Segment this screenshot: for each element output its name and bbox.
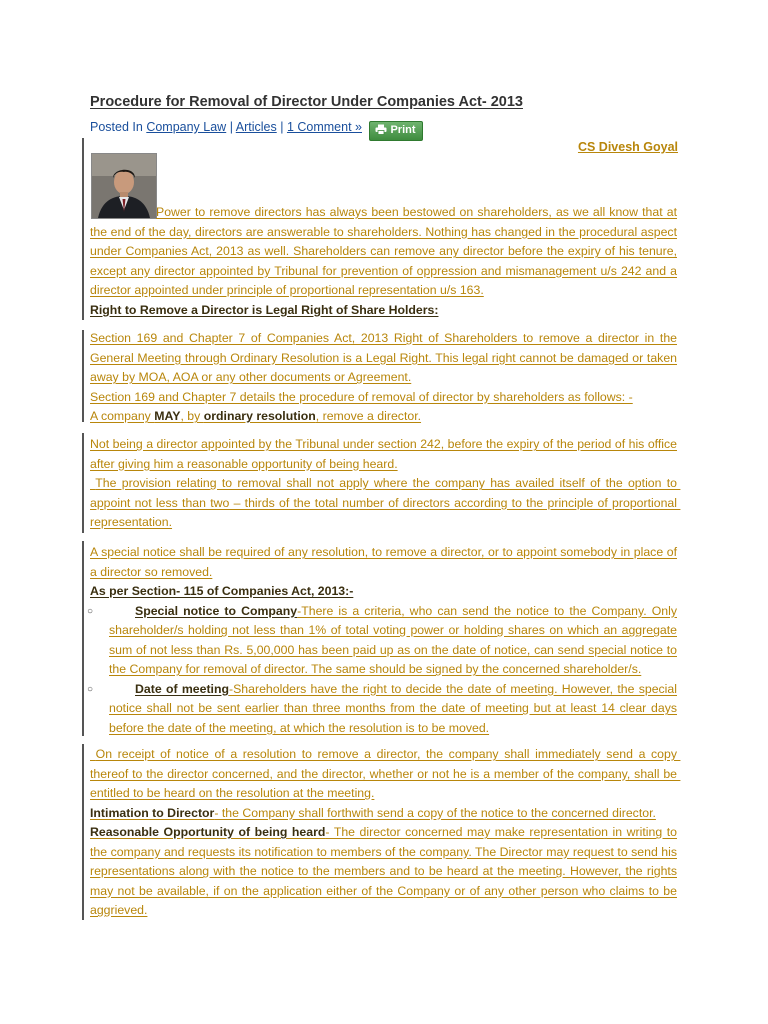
quote-bar	[82, 541, 84, 736]
tag-link[interactable]: Articles	[235, 120, 277, 134]
body-paragraph: A special notice shall be required of any resolution, to remove a director, or to appoint somebody in place of a director so removed.	[90, 545, 677, 579]
meta-separator: |	[229, 120, 233, 134]
body-paragraph: Not being a director appointed by the Tribunal under section 242, before the expiry of the period of his office after giving him a reasonable opportunity of being heard.	[90, 437, 677, 471]
list-item	[87, 602, 677, 680]
notice-list	[87, 602, 677, 739]
print-button[interactable]	[369, 121, 422, 141]
posted-in-label: Posted In	[90, 120, 143, 134]
list-item-title: Special notice to Company	[135, 603, 298, 618]
comments-link[interactable]: 1 Comment »	[286, 120, 362, 134]
body-paragraph: On receipt of notice of a resolution to remove a director, the company shall immediately send a copy thereof to the director concerned, and the director, whether or not he is a member of the company, shall be entitled to be heard on the resolution at the meeting.	[90, 747, 681, 800]
list-item-title: Date of meeting	[135, 681, 229, 696]
print-label: Print	[390, 124, 416, 136]
post-meta	[90, 118, 423, 141]
intro-paragraph	[90, 203, 677, 320]
intro-text: Power to remove directors has always been bestowed on shareholders, as we all know that at the end of the day, directors are answerable to shareholders. Nothing has changed in the procedural aspect under Companies Act, 2013 as well. Shareholders can remove any director before the expiry of his tenure, except any director appointed by Tribunal for prevention of oppression and mismanagement u/s 242 and a director appointed under principle of proportional representation u/s 163.	[90, 205, 677, 297]
body-paragraph: Section 169 and Chapter 7 of Companies Act, 2013 Right of Shareholders to remove a director in the General Meeting through Ordinary Resolution is a Legal Right. This legal right cannot be damaged or taken away by MOA, AOA or any other documents or Agreement.	[90, 331, 677, 384]
inline-heading: Reasonable Opportunity of being heard	[90, 825, 326, 839]
author-name: CS Divesh Goyal	[577, 140, 678, 154]
body-paragraph: The provision relating to removal shall not apply where the company has availed itself of the option to appoint not less than two – thirds of the total number of directors according to the principle of proportional representation.	[90, 476, 681, 529]
emphasis-may: MAY	[154, 409, 181, 423]
meta-separator: |	[280, 120, 284, 134]
quote-bar	[82, 138, 84, 320]
text-run: , by	[180, 409, 204, 423]
text-run: , remove a director.	[315, 409, 422, 423]
section-heading: As per Section- 115 of Companies Act, 2013:-	[90, 584, 354, 598]
article-title: Procedure for Removal of Director Under Companies Act- 2013	[90, 94, 523, 110]
body-paragraph	[90, 407, 677, 427]
body-paragraph	[90, 804, 677, 824]
special-notice-section	[87, 543, 677, 738]
text-run: - the Company shall forthwith send a copy of the notice to the concerned director.	[214, 805, 656, 820]
list-item-text: -Shareholders have the right to decide the date of meeting. However, the special notice shall not be sent earlier than three months from the date of meeting but at least 14 clear days before the date of the meeting, at which the resolution is to be moved.	[109, 681, 677, 735]
text-run: A company	[90, 409, 155, 423]
text-run: - The director concerned may make representation in writing to the company and requests its notification to members of the company. The Director may request to send his representations along with the notice to the members and to be heard at the meeting. However, the rights may not be available, if on the application either of the Company or of any other person who claims to be aggrieved.	[90, 825, 677, 917]
section-heading: Right to Remove a Director is Legal Right of Share Holders:	[90, 302, 439, 317]
legal-right-paragraphs	[90, 329, 677, 427]
list-item-text: -There is a criteria, who can send the notice to the Company. Only shareholder/s holding not less than 1% of total voting power or holding shares on which an aggregate sum of not less than Rs. 5,00,000 has been paid up as on the date of notice, can send special notice to the Company for removal of director. The same should be signed by the concerned shareholder/s.	[109, 603, 677, 676]
tribunal-paragraphs	[90, 435, 681, 533]
quote-bar	[82, 744, 84, 920]
circle-bullet-icon: ○	[87, 683, 94, 695]
emphasis-ordinary-resolution: ordinary resolution	[203, 409, 316, 423]
body-paragraph	[90, 823, 677, 921]
quote-bar	[82, 330, 84, 422]
list-item	[87, 680, 677, 739]
body-paragraph: Section 169 and Chapter 7 details the procedure of removal of director by shareholders as follows: -	[90, 389, 633, 404]
circle-bullet-icon: ○	[87, 605, 94, 617]
inline-heading: Intimation to Director	[90, 805, 215, 820]
quote-bar	[82, 433, 84, 533]
printer-icon	[375, 124, 387, 135]
receipt-of-notice-section	[90, 745, 681, 921]
category-link[interactable]: Company Law	[146, 120, 227, 134]
